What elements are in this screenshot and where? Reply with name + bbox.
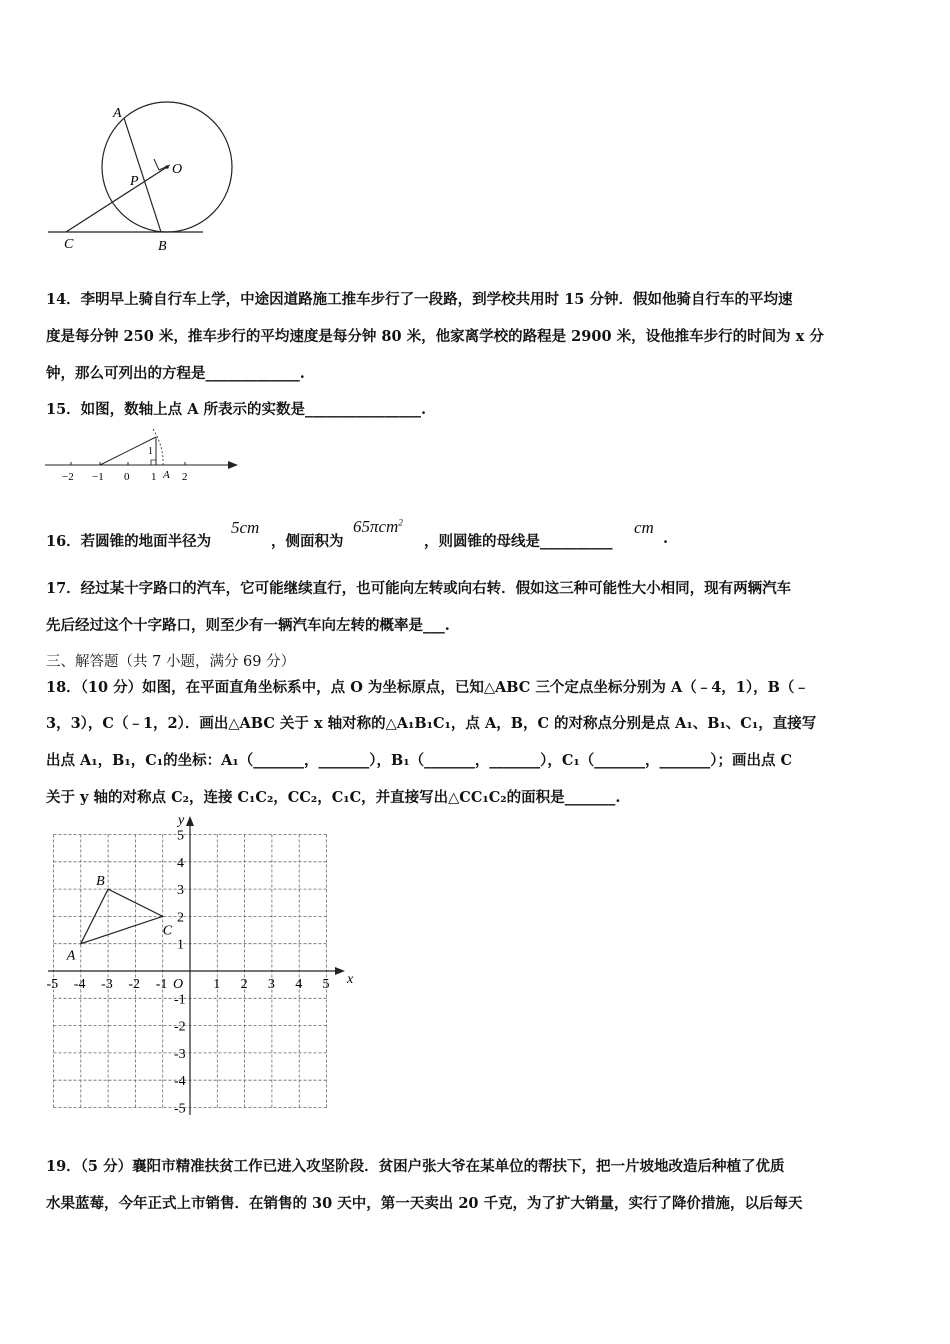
point-label-a: A <box>66 948 76 964</box>
point-o <box>165 165 169 169</box>
point-a-label: A <box>163 469 170 481</box>
q16-suffix: ，则圆锥的母线是__________ <box>424 533 613 550</box>
segment-co <box>66 167 167 232</box>
q15-text: 15．如图，数轴上点 A 所表示的实数是________________. <box>46 401 427 418</box>
y-tick-label: 1 <box>177 937 184 953</box>
y-tick-label: 4 <box>177 855 184 871</box>
x-tick-label: 5 <box>322 977 330 992</box>
q19-line1: 19．（5 分）襄阳市精准扶贫工作已进入攻坚阶段．贫困户张大爷在某单位的帮扶下，把一片坡地改造后种植了优质 <box>46 1158 785 1175</box>
label-p: P <box>130 174 139 189</box>
q18-line3: 出点 A₁，B₁，C₁的坐标：A₁（_______，_______），B₁（_______，_______），C₁（_______，_______）；画出点 C <box>46 752 793 769</box>
x-tick-label: 1 <box>213 977 221 992</box>
x-axis-label: x <box>347 972 354 987</box>
tick-label: 2 <box>182 471 188 483</box>
y-tick-label: -1 <box>174 992 186 1008</box>
section-heading: 三、解答题（共 7 小题，满分 69 分） <box>46 654 296 670</box>
q19-line2: 水果蓝莓，今年正式上市销售．在销售的 30 天中，第一天卖出 20 千克，为了扩大销量，实行了降价措施，以后每天 <box>46 1195 803 1212</box>
x-tick-label: -5 <box>46 977 59 992</box>
label-b: B <box>158 239 167 254</box>
unit-label: 1 <box>148 446 153 457</box>
x-axis-arrow <box>335 967 345 975</box>
tick-label: 1 <box>151 471 157 483</box>
q16-radius: 5cm <box>231 518 260 537</box>
x-tick-label: -4 <box>73 977 86 992</box>
q18-line4: 关于 y 轴的对称点 C₂，连接 C₁C₂，CC₂，C₁C，并直接写出△CC₁C₂的面积是_______. <box>46 789 621 806</box>
x-tick-label: 4 <box>295 977 303 992</box>
x-tick-label: 2 <box>240 977 248 992</box>
y-tick-label: -5 <box>174 1101 186 1117</box>
tick-label: 0 <box>124 471 130 483</box>
q14-line2: 度是每分钟 250 米，推车步行的平均速度是每分钟 80 米，他家离学校的路程是 2900 米，设他推车步行的时间为 x 分 <box>46 328 824 345</box>
y-tick-label: -4 <box>174 1074 186 1090</box>
circle-tangent-figure <box>40 95 250 260</box>
q16-unit: cm <box>634 518 654 537</box>
label-o: O <box>172 162 183 177</box>
q16-area-value: 65πcm <box>353 517 399 536</box>
right-angle-mark <box>151 460 156 465</box>
axis-arrow <box>228 461 238 469</box>
q16-end: . <box>663 530 669 547</box>
q16-mid: ，侧面积为 <box>271 533 344 550</box>
q14-line3: 钟，那么可列出的方程是_____________. <box>46 365 305 382</box>
q16-area-exp: 2 <box>398 517 403 528</box>
q14-line1: 14．李明早上骑自行车上学，中途因道路施工推车步行了一段路，到学校共用时 15 分钟．假如他骑自行车的平均速 <box>46 291 793 308</box>
y-axis-label: y <box>178 813 185 828</box>
q18-line1: 18．（10 分）如图，在平面直角坐标系中，点 O 为坐标原点，已知△ABC 三个定点坐标分别为 A（﹣4，1），B（﹣ <box>46 679 809 696</box>
x-tick-label: -2 <box>128 977 141 992</box>
point-label-b: B <box>96 874 105 890</box>
q16-area <box>353 517 403 537</box>
origin-label: O <box>173 977 184 992</box>
tick-labels <box>47 829 330 1117</box>
x-tick-label: 3 <box>267 977 275 992</box>
x-tick-label: -1 <box>155 977 168 992</box>
q17-line1: 17．经过某十字路口的汽车，它可能继续直行，也可能向左转或向右转．假如这三种可能性大小相同，现有两辆汽车 <box>46 580 792 597</box>
x-tick-label: -3 <box>101 977 113 992</box>
coordinate-grid <box>40 813 360 1118</box>
y-tick-label: 3 <box>177 883 184 899</box>
point-label-c: C <box>162 923 173 939</box>
label-a: A <box>113 106 122 121</box>
y-tick-label: 2 <box>177 910 184 926</box>
y-tick-label: 5 <box>177 828 184 844</box>
y-tick-label: -3 <box>174 1046 186 1062</box>
q17-line2: 先后经过这个十字路口，则至少有一辆汽车向左转的概率是___. <box>46 617 450 634</box>
label-c: C <box>64 237 74 252</box>
tick-label: −1 <box>92 471 104 483</box>
q16-prefix: 16．若圆锥的地面半径为 <box>46 533 212 550</box>
number-line-figure <box>40 425 245 490</box>
tick-label: −2 <box>62 471 74 483</box>
q18-line2: 3，3），C（﹣1，2）．画出△ABC 关于 x 轴对称的△A₁B₁C₁，点 A，B，C 的对称点分别是点 A₁、B₁、C₁，直接写 <box>46 715 817 732</box>
y-axis-arrow <box>186 816 194 826</box>
y-tick-label: -2 <box>174 1019 186 1035</box>
